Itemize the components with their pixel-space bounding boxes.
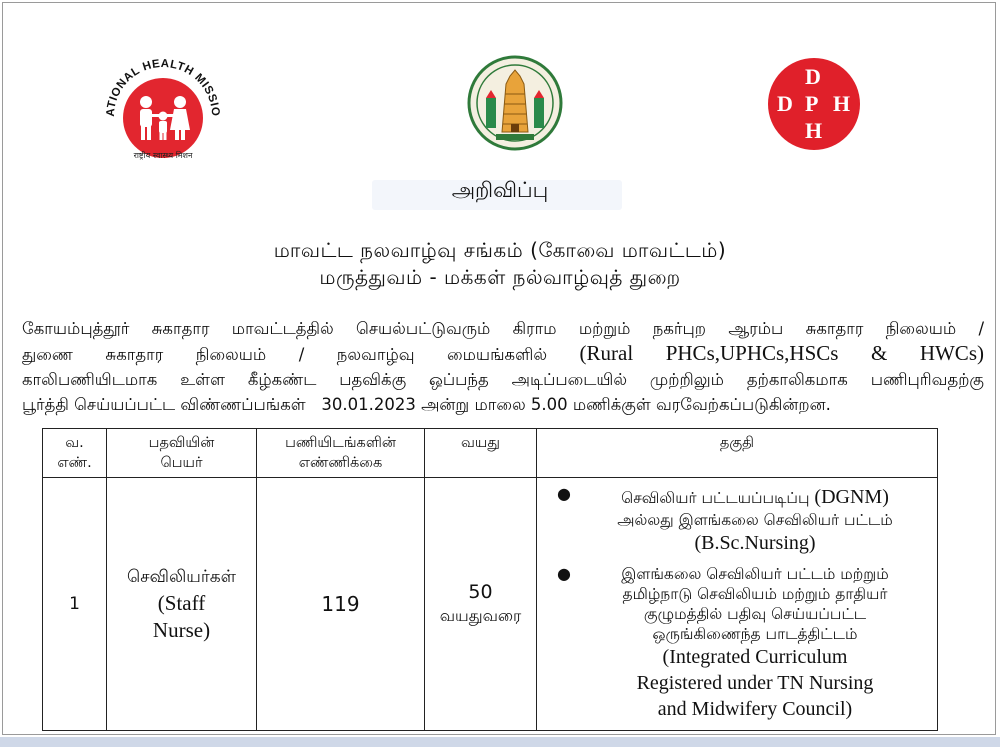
header-vacancies-line1: பணியிடங்களின்	[285, 435, 396, 451]
dph-letter-right: H	[833, 91, 851, 116]
qual1-line1	[583, 484, 927, 510]
dph-letter-left: D	[777, 91, 793, 116]
header-post-name-line2: பெயர்	[160, 455, 203, 471]
post-name-english-2: Nurse)	[152, 618, 211, 642]
dph-circle	[768, 58, 860, 150]
table-row	[43, 478, 938, 731]
header-post-name-line1: பதவியின்	[148, 435, 215, 451]
dph-logo	[768, 58, 860, 150]
paragraph-line-3: காலிபணியிடமாக உள்ள கீழ்கண்ட பதவிக்கு ஒப்பந்த அடிப்படையில் முற்றிலும் தற்காலிகமாக பணிபுரிவதற்கு	[22, 370, 984, 389]
bullet-icon: ●	[557, 484, 571, 503]
header-sno-line1: வ.	[65, 435, 84, 451]
qual2-line3: குழுமத்தில் பதிவு செய்யப்பட்ட	[643, 605, 867, 623]
row-qualification	[537, 478, 938, 731]
viewer-bottom-bar	[0, 737, 1000, 747]
qual1-dgnm: (DGNM)	[814, 486, 889, 508]
age-value: 50	[468, 581, 493, 603]
notice-paragraph	[22, 316, 984, 417]
row-vacancy-count: 119	[257, 478, 425, 731]
qual1-line2: அல்லது இளங்கலை செவிலியர் பட்டம்	[617, 511, 893, 529]
row-age-limit	[425, 478, 537, 731]
nhm-sub-text: राष्ट्रीय स्वास्थ्य मिशन	[133, 151, 193, 160]
paragraph-facilities: (Rural PHCs,UPHCs,HSCs & HWCs)	[579, 341, 984, 365]
post-name-tamil: செவிலியர்கள்	[127, 567, 236, 587]
paragraph-line-2-tamil: துணை சுகாதார நிலையம் / நலவாழ்வு மையங்களில்	[22, 345, 548, 364]
org-name-line: மாவட்ட நலவாழ்வு சங்கம் (கோவை மாவட்டம்)	[273, 238, 727, 262]
dph-letter-top: D	[805, 64, 821, 89]
row-sno: 1	[43, 478, 107, 731]
notice-heading: அறிவிப்பு	[451, 178, 549, 202]
header-post-name	[107, 429, 257, 478]
tamil-nadu-emblem	[466, 54, 564, 156]
vacancy-table	[42, 428, 938, 731]
row-post-name	[107, 478, 257, 731]
department-line: மருத்துவம் - மக்கள் நல்வாழ்வுத் துறை	[319, 265, 681, 289]
qualification-item	[551, 564, 927, 722]
paragraph-line-1: கோயம்புத்தூர் சுகாதார மாவட்டத்தில் செயல்பட்டுவரும் கிராம மற்றும் நகர்புற ஆரம்ப சுகாதார நிலையம் /	[22, 319, 984, 338]
qualification-list	[551, 484, 927, 722]
paragraph-line-4: பூர்த்தி செய்யப்பட்ட விண்ணப்பங்கள் 30.01.2023 அன்று மாலை 5.00 மணிக்குள் வரவேற்கப்படுகின்றன.	[22, 395, 831, 414]
header-sno	[43, 429, 107, 478]
qualification-item	[551, 484, 927, 556]
qual2-latin-1: (Integrated Curriculum	[662, 646, 848, 668]
header-qualification: தகுதி	[537, 429, 938, 478]
header-sno-line2: எண்.	[57, 455, 92, 471]
nhm-ring-text: ATIONAL HEALTH MISSIO	[104, 58, 222, 118]
qual2-latin-2: Registered under TN Nursing	[636, 672, 874, 694]
bullet-icon: ●	[557, 564, 571, 583]
qual2-line1: இளங்கலை செவிலியர் பட்டம் மற்றும்	[621, 565, 889, 583]
post-name-english-1: (Staff	[157, 591, 206, 615]
qual2-line2: தமிழ்நாடு செவிலியம் மற்றும் தாதியர்	[622, 585, 888, 603]
qual1-bsc: (B.Sc.Nursing)	[694, 532, 816, 554]
paragraph-line-2	[22, 341, 984, 367]
dph-letter-center: P	[805, 91, 819, 116]
qual2-latin-3: and Midwifery Council)	[657, 698, 853, 720]
qual1-tamil-1: செவிலியர் பட்டயப்படிப்பு	[621, 489, 810, 507]
dph-letter-bottom: H	[805, 118, 823, 143]
header-age: வயது	[425, 429, 537, 478]
age-text: வயதுவரை	[439, 606, 522, 625]
table-header-row	[43, 429, 938, 478]
nhm-logo	[96, 58, 230, 164]
qual2-line4: ஒருங்கிணைந்த பாடத்திட்டம்	[652, 625, 858, 643]
header-vacancies	[257, 429, 425, 478]
header-vacancies-line2: எண்ணிக்கை	[298, 455, 383, 471]
